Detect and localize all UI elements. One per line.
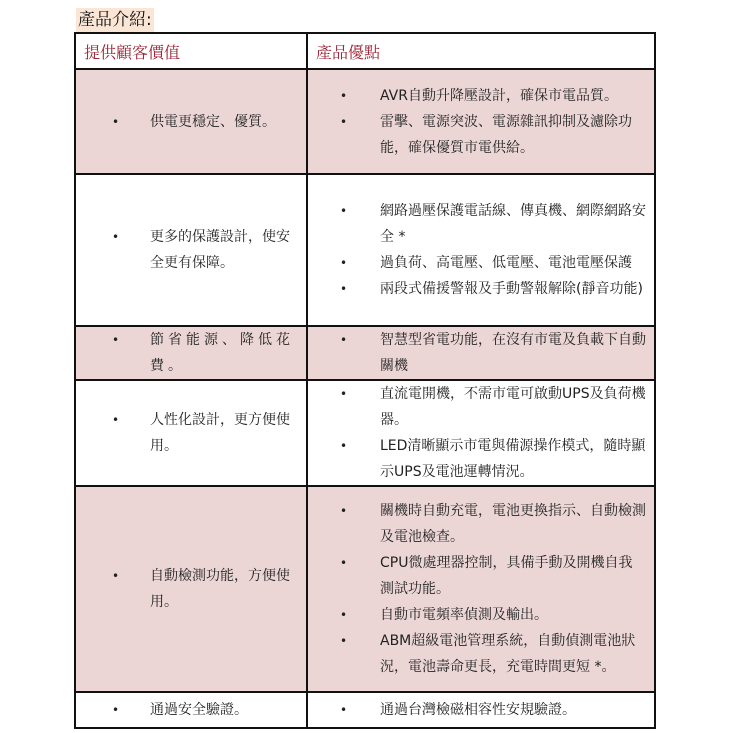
value-text: 人性化設計，更方便使用。: [150, 412, 290, 454]
bullet-icon: •: [340, 439, 348, 453]
bullet-icon: •: [112, 703, 120, 717]
table-row: [75, 486, 655, 692]
benefit-text: 過負荷、高電壓、低電壓、電池電壓保護: [380, 255, 632, 271]
benefit-text: 雷擊、電源突波、電源雜訊抑制及濾除功能，確保優質市電供給。: [380, 113, 632, 156]
bullet-icon: •: [340, 333, 348, 347]
bullet-icon: •: [340, 634, 348, 648]
value-cell: [75, 692, 307, 728]
bullet-icon: •: [340, 703, 348, 717]
bullet-icon: •: [340, 608, 348, 622]
benefit-text: 智慧型省電功能，在沒有市電及負載下自動關機: [380, 332, 646, 374]
value-cell: [75, 69, 307, 174]
table-row: [75, 380, 655, 486]
bullet-icon: •: [340, 88, 348, 103]
table-header-row: [75, 33, 655, 69]
value-cell: [75, 326, 307, 380]
benefit-text: AVR自動升降壓設計，確保市電品質。: [380, 87, 618, 104]
benefits-cell: [307, 692, 655, 728]
benefits-cell: [307, 69, 655, 174]
bullet-icon: •: [340, 256, 348, 270]
header-product-advantages: 產品優點: [307, 33, 655, 69]
benefit-text: CPU微處理器控制，具備手動及開機自我測試功能。: [380, 555, 633, 597]
benefits-cell: [307, 326, 655, 380]
product-features-table: [74, 32, 656, 729]
bullet-icon: •: [340, 282, 348, 296]
table-row: [75, 692, 655, 728]
value-text: 節省能源、降低花費。: [150, 332, 294, 374]
benefit-text: 關機時自動充電，電池更換指示、自動檢測及電池檢查。: [380, 503, 646, 545]
bullet-icon: •: [112, 333, 120, 347]
value-text: 自動檢測功能，方便使用。: [150, 568, 290, 610]
benefit-text: ABM超級電池管理系統，自動偵測電池狀況，電池壽命更長，充電時間更短 *。: [380, 633, 636, 675]
table-row: [75, 69, 655, 174]
benefit-text: 直流電開機，不需市電可啟動UPS及負荷機器。: [380, 386, 646, 428]
bullet-icon: •: [112, 569, 120, 583]
benefits-cell: [307, 380, 655, 486]
value-cell: [75, 174, 307, 326]
benefits-cell: [307, 174, 655, 326]
benefits-cell: [307, 486, 655, 692]
bullet-icon: •: [340, 504, 348, 518]
value-cell: [75, 380, 307, 486]
benefit-text: 自動市電頻率偵測及輸出。: [380, 607, 548, 623]
value-text: 更多的保護設計，使安全更有保障。: [150, 229, 290, 271]
bullet-icon: •: [340, 387, 348, 401]
value-text: 通過安全驗證。: [150, 702, 248, 718]
benefit-text: LED清晰顯示市電與備源操作模式，隨時顯示UPS及電池運轉情況。: [380, 438, 646, 480]
benefit-text: 通過台灣檢磁相容性安規驗證。: [380, 702, 576, 718]
table-row: [75, 174, 655, 326]
value-cell: [75, 486, 307, 692]
bullet-icon: •: [112, 413, 120, 427]
benefit-text: 網路過壓保護電話線、傳真機、網際網路安全 *: [380, 203, 646, 245]
bullet-icon: •: [340, 556, 348, 570]
section-title: 產品介紹:: [78, 10, 152, 30]
benefit-text: 兩段式備援警報及手動警報解除(靜音功能): [380, 281, 643, 297]
bullet-icon: •: [340, 114, 348, 129]
bullet-icon: •: [112, 114, 120, 129]
header-customer-value: 提供顧客價值: [75, 33, 307, 69]
table-row: [75, 326, 655, 380]
bullet-icon: •: [112, 230, 120, 244]
value-text: 供電更穩定、優質。: [150, 113, 276, 130]
bullet-icon: •: [340, 204, 348, 218]
